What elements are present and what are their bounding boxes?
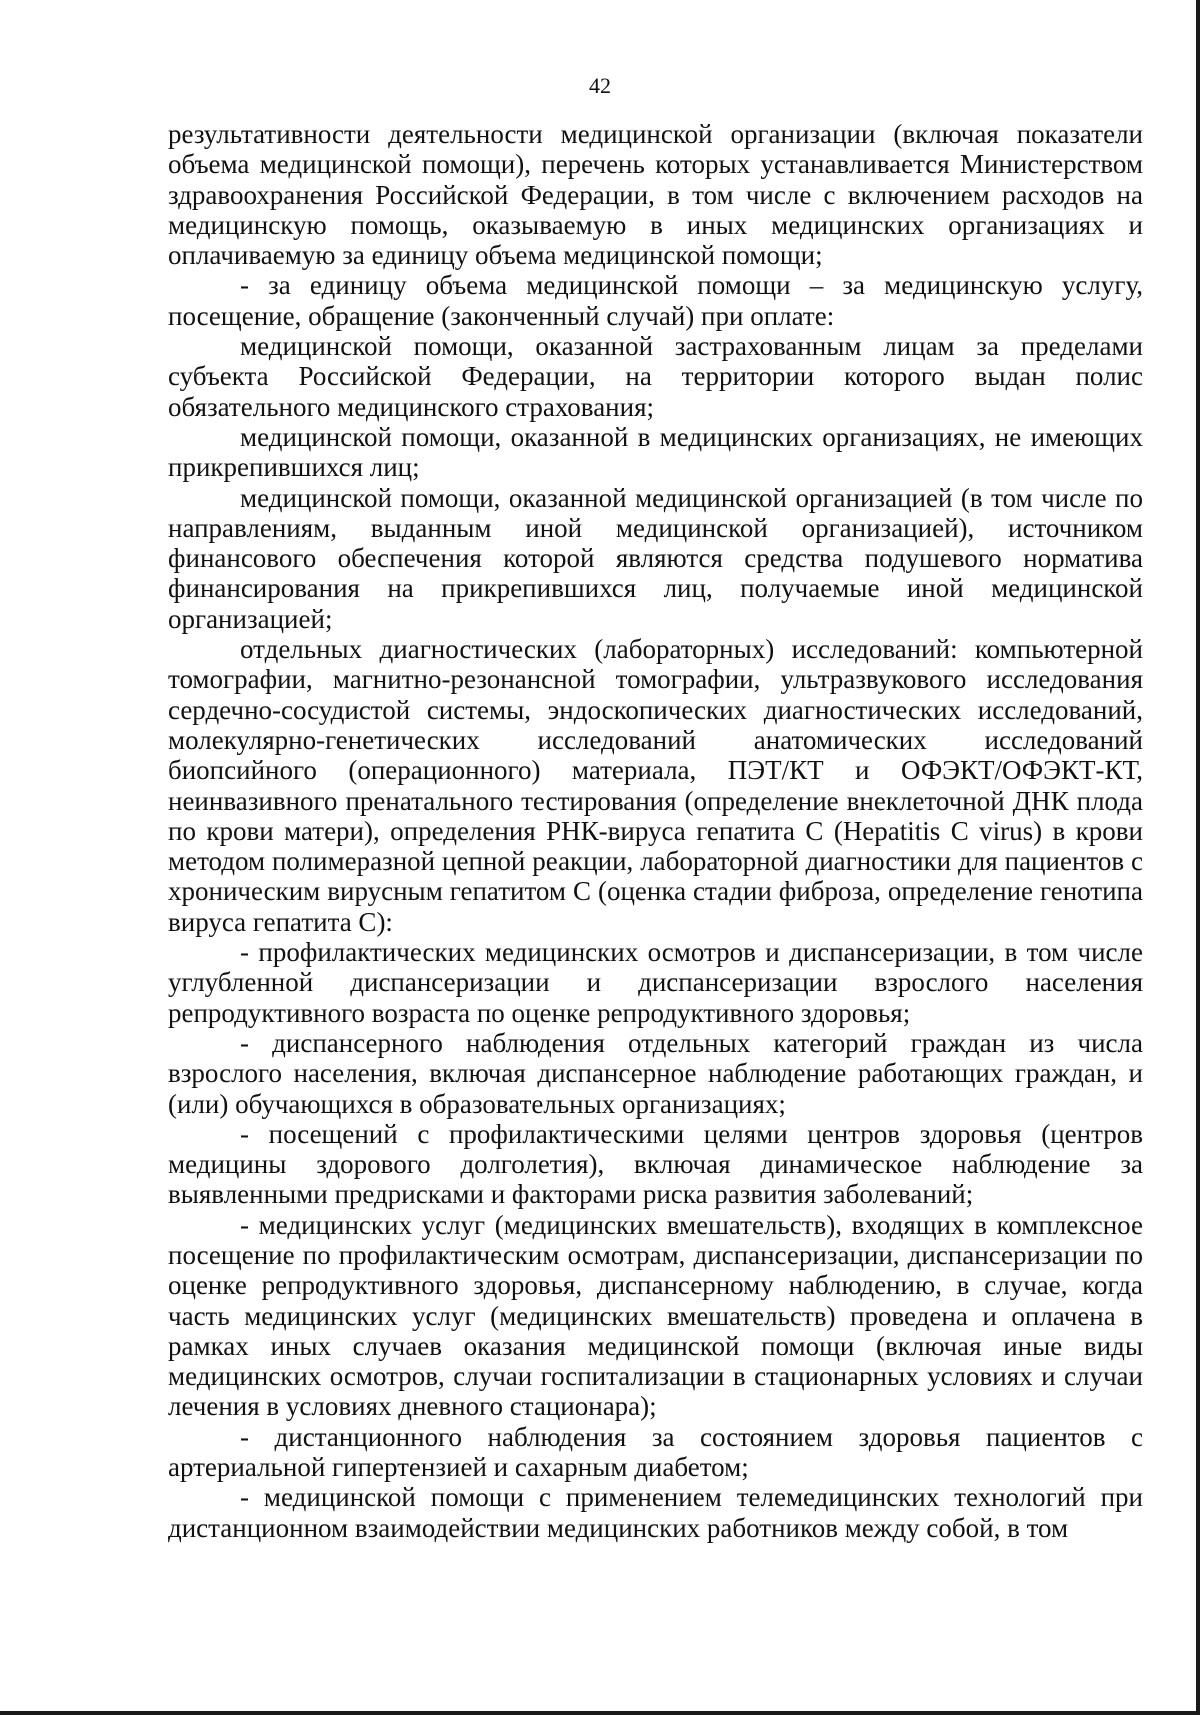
paragraph: медицинской помощи, оказанной медицинской организацией (в том числе по направлениям, выданным иной медицинской организацией), источником финансового обеспечения которой являются средства подушевого норматива финансирования на прикрепившихся лиц, получаемые иной медицинской организацией;: [168, 482, 1143, 634]
paragraph: результативности деятельности медицинской организации (включая показатели объема медицинской помощи), перечень которых устанавливается Министерством здравоохранения Российской Федерации, в том числе с включением расходов на медицинскую помощь, оказываемую в иных медицинских организациях и оплачиваемую за единицу объема медицинской помощи;: [168, 119, 1143, 271]
paragraph: - медицинской помощи с применением телемедицинских технологий при дистанционном взаимодействии медицинских работников между собой, в том: [168, 1482, 1143, 1543]
page-number: 42: [589, 73, 611, 98]
paragraph: - за единицу объема медицинской помощи – за медицинскую услугу, посещение, обращение (законченный случай) при оплате:: [168, 270, 1143, 331]
paragraph: медицинской помощи, оказанной в медицинских организациях, не имеющих прикрепившихся лиц;: [168, 421, 1143, 483]
paragraph: - профилактических медицинских осмотров и диспансеризации, в том числе углубленной диспансеризации и диспансеризации взрослого населения репродуктивного возраста по оценке репродуктивного здоровья;: [168, 937, 1143, 1028]
scan-border-bottom: [0, 1711, 1200, 1715]
scan-border-right: [1196, 0, 1200, 1715]
paragraph: - дистанционного наблюдения за состоянием здоровья пациентов с артериальной гипертензией и сахарным диабетом;: [168, 1421, 1143, 1483]
paragraph: - посещений с профилактическими целями центров здоровья (центров медицины здорового долголетия), включая динамическое наблюдение за выявленными предрисками и факторами риска развития заболеваний;: [168, 1118, 1143, 1210]
paragraph: - диспансерного наблюдения отдельных категорий граждан из числа взрослого населения, включая диспансерное наблюдение работающих граждан, и (или) обучающихся в образовательных организациях;: [168, 1027, 1143, 1119]
paragraph: медицинской помощи, оказанной застрахованным лицам за пределами субъекта Российской Федерации, на территории которого выдан полис обязательного медицинского страхования;: [168, 331, 1143, 422]
document-body: [168, 119, 1143, 1543]
paragraph: отдельных диагностических (лабораторных) исследований: компьютерной томографии, магнитно-резонансной томографии, ультразвукового исследования сердечно-сосудистой системы, эндоскопических диагностических исследований, молекулярно-генетических исследований анатомических исследований биопсийного (операционного) материала, ПЭТ/КТ и ОФЭКТ/ОФЭКТ-КТ, неинвазивного пренатального тестирования (определение внеклеточной ДНК плода по крови матери), определения РНК-вируса гепатита С (Hepatitis C virus) в крови методом полимеразной цепной реакции, лабораторной диагностики для пациентов с хроническим вирусным гепатитом С (оценка стадии фиброза, определение генотипа вируса гепатита С):: [168, 634, 1143, 937]
paragraph: - медицинских услуг (медицинских вмешательств), входящих в комплексное посещение по профилактическим осмотрам, диспансеризации, диспансеризации по оценке репродуктивного здоровья, диспансерному наблюдению, в случае, когда часть медицинских услуг (медицинских вмешательств) проведена и оплачена в рамках иных случаев оказания медицинской помощи (включая иные виды медицинских осмотров, случаи госпитализации в стационарных условиях и случаи лечения в условиях дневного стационара);: [168, 1209, 1143, 1422]
